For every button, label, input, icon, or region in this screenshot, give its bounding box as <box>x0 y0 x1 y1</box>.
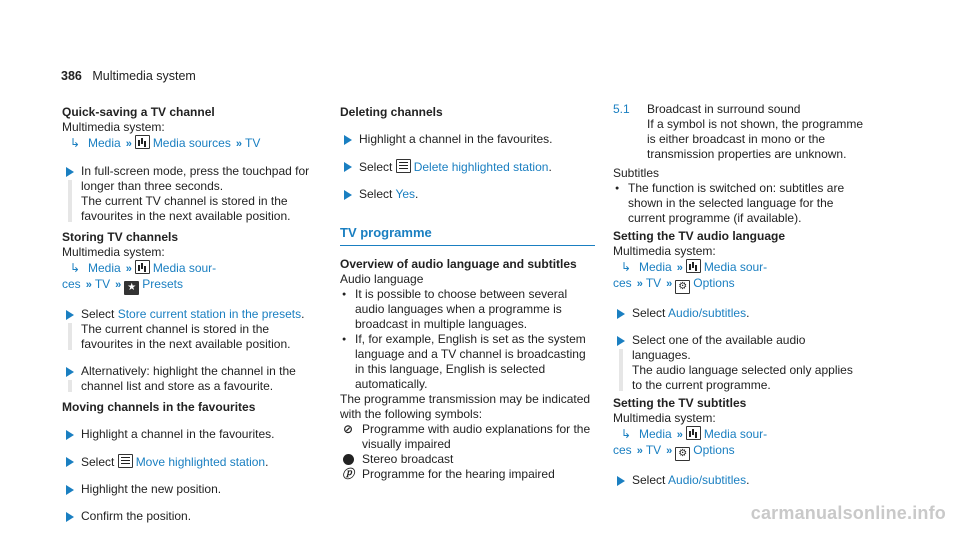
step-item <box>613 306 865 321</box>
path-media[interactable]: Media <box>88 261 121 275</box>
path-tv[interactable]: TV <box>94 277 111 291</box>
symbol-text: Programme for the hearing impaired <box>362 467 555 481</box>
path-tv[interactable]: TV <box>244 136 261 150</box>
step-text: Highlight the new position. <box>81 482 222 496</box>
heading-moving: Moving channels in the favourites <box>62 400 256 414</box>
step-item <box>62 454 322 470</box>
section-tv-programme: TV programme <box>340 224 595 246</box>
step-bar <box>68 380 72 392</box>
symbol-text: Programme with audio explanations for the visually impaired <box>362 422 591 451</box>
step-item <box>62 427 322 442</box>
chevron-right-icon: » <box>636 278 641 290</box>
surround-text-2: If a symbol is not shown, the programme is either broadcast in mono or the transmission properties are unknown. <box>647 117 864 161</box>
path-arrow-icon: ↳ <box>70 261 81 275</box>
symbol-row <box>340 467 595 482</box>
path-tv[interactable]: TV <box>645 276 662 290</box>
system-label: Multimedia system: <box>613 411 716 425</box>
media-icon <box>135 260 150 274</box>
step-triangle-icon <box>66 512 74 522</box>
media-icon <box>135 135 150 149</box>
chevron-right-icon: » <box>235 138 240 150</box>
column-2 <box>340 102 595 482</box>
step-text-pre: Select <box>632 473 669 487</box>
step-text <box>632 473 865 488</box>
star-icon: ★ <box>124 281 139 295</box>
chevron-right-icon: » <box>125 263 130 275</box>
heading-quick-saving: Quick-saving a TV channel <box>62 105 215 119</box>
path-options[interactable]: Options <box>693 276 735 290</box>
yes-link[interactable]: Yes <box>395 187 416 201</box>
step-text-post: . <box>265 455 269 469</box>
step-triangle-icon <box>66 457 74 467</box>
path-media-sources-a[interactable]: Media sour- <box>703 260 768 274</box>
step-bar <box>68 323 72 350</box>
heading-storing: Storing TV channels <box>62 230 179 244</box>
delete-highlighted-station-link[interactable]: Delete highlighted station <box>413 160 549 174</box>
surround-row <box>613 102 865 162</box>
step-text-post: . <box>746 473 750 487</box>
page-number: 386 <box>61 69 82 83</box>
step-text: Highlight a channel in the favourites. <box>359 132 553 146</box>
step-text: Alternatively: highlight the channel in the channel list and store as a favourite. <box>81 364 296 393</box>
watermark: carmanualsonline.info <box>750 503 946 523</box>
surround-text: Broadcast in surround sound <box>647 102 801 116</box>
transmission-text: The programme transmission may be indicated with the following symbols: <box>340 392 591 421</box>
step-bar <box>619 349 623 391</box>
step-triangle-icon <box>344 162 352 172</box>
list-icon <box>396 159 411 173</box>
step-item <box>340 132 595 147</box>
step-text <box>632 306 865 321</box>
step-text <box>81 307 322 322</box>
step-text-post: . <box>415 187 419 201</box>
audio-language-label: Audio language <box>340 272 424 286</box>
step-triangle-icon <box>66 167 74 177</box>
path-media[interactable]: Media <box>639 427 672 441</box>
step-triangle-icon <box>66 485 74 495</box>
step-text <box>81 454 322 470</box>
bullet-item: ● The function is switched on: subtitles are shown in the selected language for the current programme (if available). <box>613 181 865 226</box>
symbol-row <box>340 452 595 467</box>
move-highlighted-station-link[interactable]: Move highlighted station <box>135 455 266 469</box>
step-triangle-icon <box>617 309 625 319</box>
options-gear-icon: ⚙ <box>675 447 690 461</box>
surround-code: 5.1 <box>613 102 630 116</box>
path-tv[interactable]: TV <box>645 443 662 457</box>
step-text-pre: Select <box>359 187 396 201</box>
chevron-right-icon: » <box>666 445 671 457</box>
bullet-item: ● If, for example, English is set as the system language and a TV channel is broadcasting in this language, English is selected automatically. <box>340 332 595 392</box>
step-text-post: . <box>548 160 552 174</box>
step-item <box>62 307 322 352</box>
path-options[interactable]: Options <box>693 443 735 457</box>
chevron-right-icon: » <box>115 279 120 291</box>
step-item <box>62 509 322 524</box>
path-media[interactable]: Media <box>639 260 672 274</box>
heading-subtitles: Setting the TV subtitles <box>613 396 747 410</box>
step-text-pre: Select <box>81 307 118 321</box>
bullet-item: ● It is possible to choose between several audio languages when a programme is broadcast in multiple languages. <box>340 287 595 332</box>
column-3 <box>613 102 865 488</box>
media-icon <box>686 259 701 273</box>
step-item <box>62 164 322 224</box>
hearing-impaired-icon: ⓟ <box>341 467 354 481</box>
column-1 <box>62 102 322 524</box>
step-result: The audio language selected only applies to the current programme. <box>632 363 853 392</box>
path-media-sources-b[interactable]: ces <box>613 276 632 290</box>
step-triangle-icon <box>66 310 74 320</box>
system-label: Multimedia system: <box>613 244 716 258</box>
step-text: Select one of the available audio languages. <box>632 333 806 362</box>
step-triangle-icon <box>66 367 74 377</box>
subtitles-label: Subtitles <box>613 166 660 180</box>
visually-impaired-icon: ⊘ <box>342 422 354 436</box>
audio-subtitles-link[interactable]: Audio/subtitles <box>668 473 747 487</box>
symbol-row <box>340 422 595 452</box>
step-text-pre: Select <box>81 455 118 469</box>
step-triangle-icon <box>66 430 74 440</box>
step-triangle-icon <box>617 336 625 346</box>
step-item <box>613 473 865 488</box>
chevron-right-icon: » <box>676 262 681 274</box>
menu-path-store <box>62 260 322 295</box>
options-gear-icon: ⚙ <box>675 280 690 294</box>
heading-overview: Overview of audio language and subtitles <box>340 257 577 271</box>
step-text: In full-screen mode, press the touchpad for longer than three seconds. <box>81 164 310 193</box>
heading-deleting: Deleting channels <box>340 105 443 119</box>
chevron-right-icon: » <box>125 138 130 150</box>
symbol-text: Stereo broadcast <box>362 452 454 466</box>
system-label: Multimedia system: <box>62 120 165 134</box>
step-text-post: . <box>746 306 750 320</box>
heading-audio-language: Setting the TV audio language <box>613 229 786 243</box>
path-arrow-icon: ↳ <box>621 260 632 274</box>
system-label: Multimedia system: <box>62 245 165 259</box>
list-icon <box>118 454 133 468</box>
path-media-sources[interactable]: Media sources <box>152 136 231 150</box>
path-media-sources-b[interactable]: ces <box>62 277 81 291</box>
step-result: The current TV channel is stored in the favourites in the next available position. <box>81 194 291 223</box>
step-text-post: . <box>301 307 305 321</box>
step-text-pre: Select <box>359 160 396 174</box>
step-text: Highlight a channel in the favourites. <box>81 427 275 441</box>
path-presets[interactable]: Presets <box>142 277 183 291</box>
media-icon <box>686 426 701 440</box>
step-text <box>359 159 595 175</box>
path-media[interactable]: Media <box>88 136 121 150</box>
path-arrow-icon: ↳ <box>70 136 81 150</box>
store-current-station-link[interactable]: Store current station in the presets <box>117 307 302 321</box>
menu-path-quick <box>62 135 322 152</box>
page-title: Multimedia system <box>92 69 196 83</box>
audio-subtitles-link[interactable]: Audio/subtitles <box>668 306 747 320</box>
chevron-right-icon: » <box>676 429 681 441</box>
chevron-right-icon: » <box>636 445 641 457</box>
step-item <box>62 482 322 497</box>
step-text: Confirm the position. <box>81 509 192 523</box>
step-text <box>359 187 595 202</box>
path-arrow-icon: ↳ <box>621 427 632 441</box>
step-triangle-icon <box>617 476 625 486</box>
page-header <box>61 68 196 84</box>
step-result: The current channel is stored in the favourites in the next available position. <box>81 322 291 351</box>
path-media-sources-a[interactable]: Media sour- <box>152 261 217 275</box>
step-item <box>62 364 322 394</box>
step-item <box>340 159 595 175</box>
step-bar <box>68 180 72 222</box>
step-triangle-icon <box>344 190 352 200</box>
menu-path-subtitles <box>613 426 865 461</box>
step-triangle-icon <box>344 135 352 145</box>
path-media-sources-a[interactable]: Media sour- <box>703 427 768 441</box>
step-item <box>613 333 865 393</box>
chevron-right-icon: » <box>85 279 90 291</box>
step-item <box>340 187 595 202</box>
step-text-pre: Select <box>632 306 669 320</box>
menu-path-audio <box>613 259 865 294</box>
path-media-sources-b[interactable]: ces <box>613 443 632 457</box>
chevron-right-icon: » <box>666 278 671 290</box>
